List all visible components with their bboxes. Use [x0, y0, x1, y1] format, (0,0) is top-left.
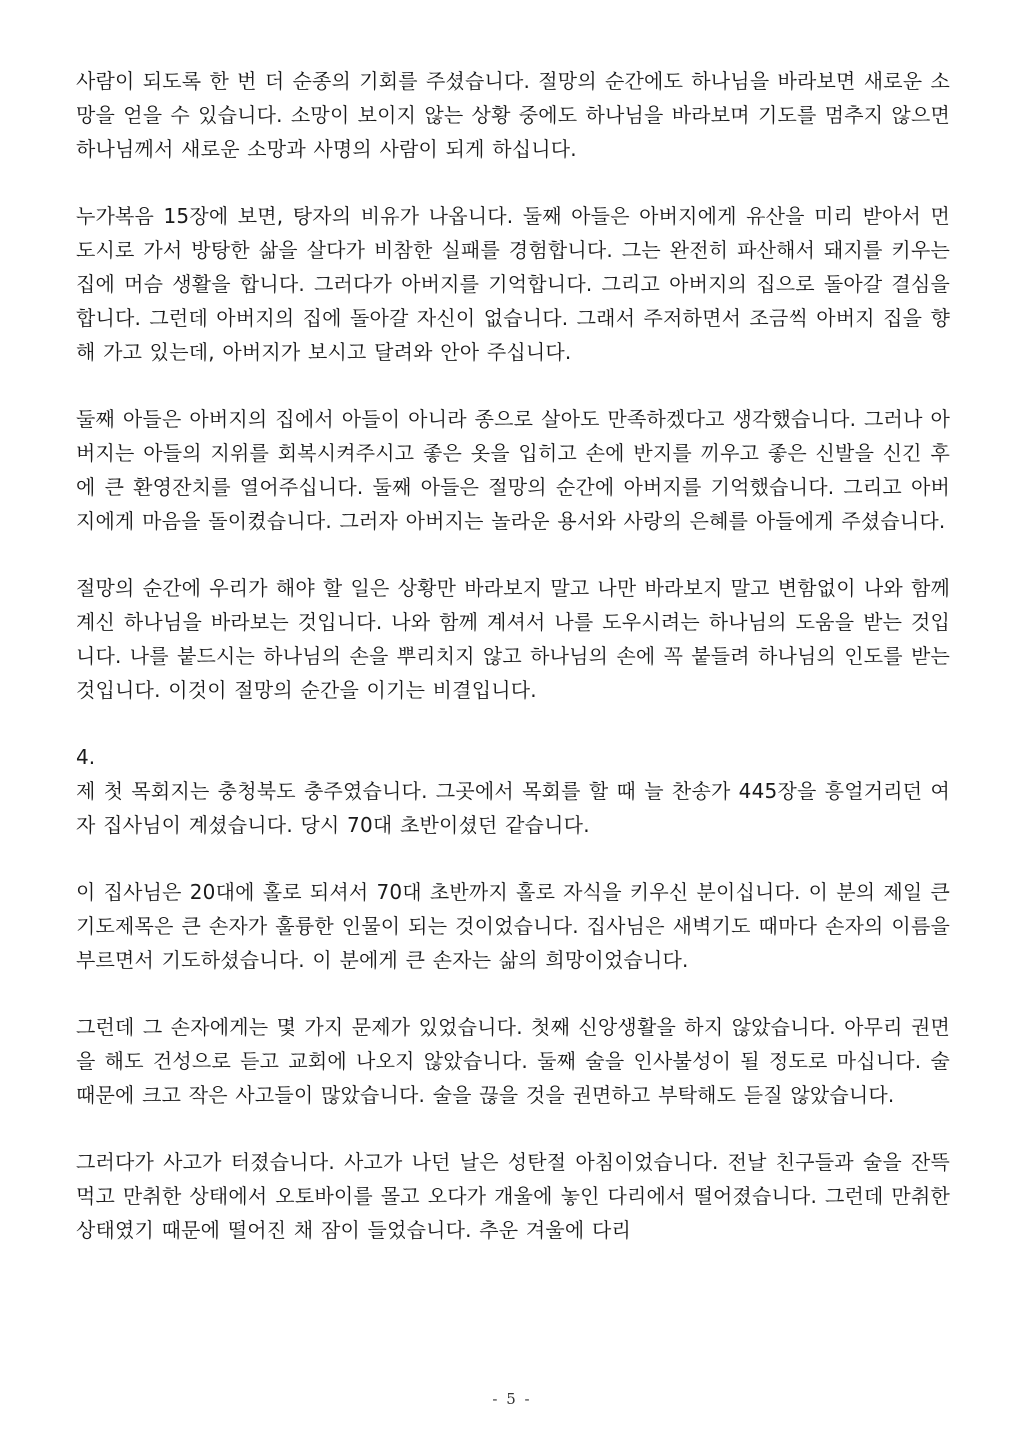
section-paragraph-3: 그런데 그 손자에게는 몇 가지 문제가 있었습니다. 첫째 신앙생활을 하지 않았습니다. 아무리 권면을 해도 건성으로 듣고 교회에 나오지 않았습니다. 둘째 술을 인사불성이 될 정도로 마십니다. 술 때문에 크고 작은 사고들이 많았습니다. 술을 끊을 것을 권면하고 부탁해도 듣질 않았습니다.	[76, 1015, 950, 1107]
document-body	[76, 64, 950, 1280]
section-paragraph-4: 그러다가 사고가 터졌습니다. 사고가 나던 날은 성탄절 아침이었습니다. 전날 친구들과 술을 잔뜩 먹고 만취한 상태에서 오토바이를 몰고 오다가 개울에 놓인 다리에서 떨어졌습니다. 그런데 만취한 상태였기 때문에 떨어진 채 잠이 들었습니다. 추운 겨울에 다리	[76, 1150, 950, 1242]
paragraph-4: 절망의 순간에 우리가 해야 할 일은 상황만 바라보지 말고 나만 바라보지 말고 변함없이 나와 함께 계신 하나님을 바라보는 것입니다. 나와 함께 계셔서 나를 도우시려는 하나님의 도움을 받는 것입니다. 나를 붙드시는 하나님의 손을 뿌리치지 않고 하나님의 손에 꼭 붙들려 하나님의 인도를 받는 것입니다. 이것이 절망의 순간을 이기는 비결입니다.	[76, 576, 950, 702]
paragraph-2: 누가복음 15장에 보면, 탕자의 비유가 나옵니다. 둘째 아들은 아버지에게 유산을 미리 받아서 먼 도시로 가서 방탕한 삶을 살다가 비참한 실패를 경험합니다. 그는 완전히 파산해서 돼지를 키우는 집에 머슴 생활을 합니다. 그러다가 아버지를 기억합니다. 그리고 아버지의 집으로 돌아갈 결심을 합니다. 그런데 아버지의 집에 돌아갈 자신이 없습니다. 그래서 주저하면서 조금씩 아버지 집을 향해 가고 있는데, 아버지가 보시고 달려와 안아 주십니다.	[76, 204, 950, 364]
page-number: - 5 -	[492, 1390, 532, 1408]
paragraph-3: 둘째 아들은 아버지의 집에서 아들이 아니라 종으로 살아도 만족하겠다고 생각했습니다. 그러나 아버지는 아들의 지위를 회복시켜주시고 좋은 옷을 입히고 손에 반지를 끼우고 좋은 신발을 신긴 후에 큰 환영잔치를 열어주십니다. 둘째 아들은 절망의 순간에 아버지를 기억했습니다. 그리고 아버지에게 마음을 돌이켰습니다. 그러자 아버지는 놀라운 용서와 사랑의 은혜를 아들에게 주셨습니다.	[76, 407, 950, 533]
paragraph-1: 사람이 되도록 한 번 더 순종의 기회를 주셨습니다. 절망의 순간에도 하나님을 바라보면 새로운 소망을 얻을 수 있습니다. 소망이 보이지 않는 상황 중에도 하나님을 바라보며 기도를 멈추지 않으면 하나님께서 새로운 소망과 사명의 사람이 되게 하십니다.	[76, 69, 950, 161]
section-paragraph-1: 제 첫 목회지는 충청북도 충주였습니다. 그곳에서 목회를 할 때 늘 찬송가 445장을 흥얼거리던 여자 집사님이 계셨습니다. 당시 70대 초반이셨던 같습니다.	[76, 779, 950, 837]
section-paragraph-2: 이 집사님은 20대에 홀로 되셔서 70대 초반까지 홀로 자식을 키우신 분이십니다. 이 분의 제일 큰 기도제목은 큰 손자가 훌륭한 인물이 되는 것이었습니다. 집사님은 새벽기도 때마다 손자의 이름을 부르면서 기도하셨습니다. 이 분에게 큰 손자는 삶의 희망이었습니다.	[76, 880, 950, 972]
section-number: 4.	[76, 745, 96, 769]
